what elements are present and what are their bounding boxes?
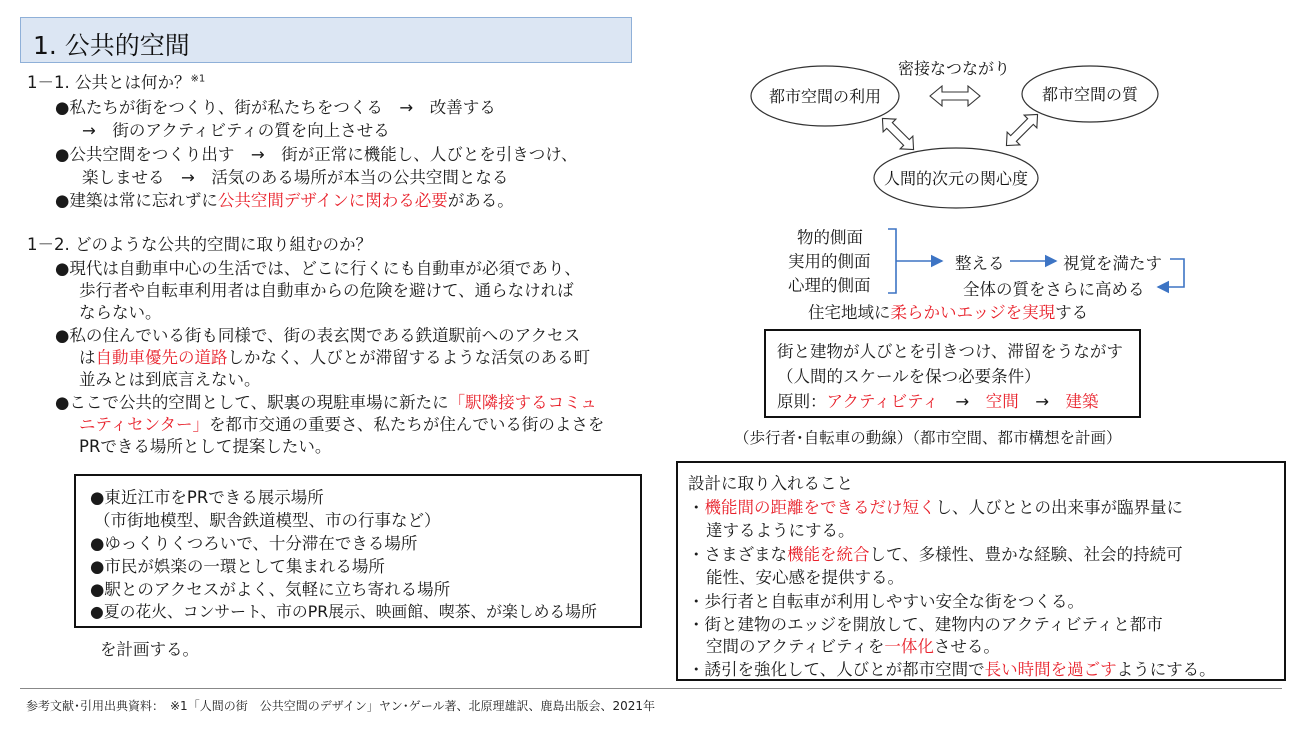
proposal-item: （市街地模型、駅舎鉄道模型、市の行事など） [94,511,441,530]
design-item-cont: 達するようにする。 [706,521,855,540]
design-item: ・誘引を強化して、人びとが都市空間で長い時間を過ごすようにする。 [688,660,1216,679]
section2-paragraph-line: は自動車優先の道路しかなく、人びとが滞留するような活気のある町 [79,348,591,367]
diagram-top-label: 密接なつながり [897,59,1011,78]
proposal-item: ●夏の花火、コンサート、市のPR展示、映画館、喫茶、が楽しめる場所 [90,602,597,621]
proposal-after: を計画する。 [100,640,199,659]
section1-line: → 街のアクティビティの質を向上させる [82,121,390,140]
design-heading: 設計に取り入れること [688,474,853,493]
section1-line: 楽しませる → 活気のある場所が本当の公共空間となる [82,168,509,187]
planning-caption: （歩行者･自転車の動線）（都市空間、都市構想を計画） [734,429,1122,447]
principle-line: 街と建物が人びとを引きつけ、滞留をうながす [777,342,1123,361]
proposal-item: ●駅とのアクセスがよく、気軽に立ち寄れる場所 [90,580,451,599]
section2-paragraph-line: ●ここで公共的空間として、駅裏の現駐車場に新たに「駅隣接するコミュ [55,393,597,412]
title-bar [20,17,632,63]
page-title: 1. 公共的空間 [33,31,190,60]
node-urban-use: 都市空間の利用 [768,87,882,106]
section1-heading: 1－1. 公共とは何か？$^{※1}$ [27,73,206,92]
section1-line: ●公共空間をつくり出す → 街が正常に機能し、人びとを引きつけ、 [55,145,578,164]
proposal-item: ●ゆっくりくつろいで、十分滞在できる場所 [90,534,418,553]
section2-paragraph-line: 歩行者や自転車利用者は自動車からの危険を避けて、通らなければ [79,281,574,300]
footer-divider [20,688,1282,689]
flow-arrange: 整える [955,254,1005,273]
aspect-label: 心理的側面 [788,276,871,295]
design-item-cont: 空間のアクティビティを一体化させる。 [706,637,1000,656]
node-urban-quality: 都市空間の質 [1041,85,1139,104]
section2-paragraph-line: ニティセンター」を都市交通の重要さ、私たちが住んでいる街のよさを [79,415,605,434]
design-item: ・機能間の距離をできるだけ短くし、人びととの出来事が臨界量に [688,498,1183,517]
design-item-cont: 能性、安心感を提供する。 [706,568,904,587]
residential-line: 住宅地域に柔らかいエッジを実現する [808,303,1089,322]
section2-paragraph-line: ならない。 [79,303,162,322]
design-item: ・さまざまな機能を統合して、多様性、豊かな経験、社会的持続可 [688,545,1183,564]
flow-elevate: 全体の質をさらに高める [963,280,1145,299]
aspect-label: 実用的側面 [788,252,871,271]
flow-satisfy: 視覚を満たす [1063,254,1162,273]
references-footer: 参考文献･引用出典資料： ※1「人間の街 公共空間のデザイン」ヤン･ゲール著、北原理雄訳、鹿島出版会、2021年 [26,699,656,713]
proposal-item: ●市民が娯楽の一環として集まれる場所 [90,557,385,576]
principle-line: 原則：アクティビティ → 空間 → 建築 [777,392,1099,411]
section1-heading-note: ※1 [190,73,206,85]
design-item: ・歩行者と自転車が利用しやすい安全な街をつくる。 [688,592,1084,611]
double-arrow-icon [1000,108,1044,152]
proposal-item: ●東近江市をPRできる展示場所 [90,488,324,507]
section2-paragraph-line: ●現代は自動車中心の生活では、どこに行くにも自動車が必須であり、 [55,259,581,278]
section2-paragraph-line: PRできる場所として提案したい。 [79,437,332,456]
section2-paragraph-line: 並みとは到底言えない。 [79,370,261,389]
section2-paragraph-line: ●私の住んでいる街も同様で、街の表玄関である鉄道駅前へのアクセス [55,326,581,345]
node-human-dimension: 人間的次元の関心度 [883,169,1029,188]
section1-conclusion: ●建築は常に忘れずに公共空間デザインに関わる必要がある。 [55,191,514,210]
aspect-label: 物的側面 [797,228,863,247]
principle-box [764,329,1141,418]
section2-heading: 1－2. どのような公共的空間に取り組むのか？ [27,235,372,254]
double-arrow-icon [876,112,920,156]
double-arrow-icon [930,86,980,106]
design-item: ・街と建物のエッジを開放して、建物内のアクティビティと都市 [688,615,1163,634]
section1-line: ●私たちが街をつくり、街が私たちをつくる → 改善する [55,98,496,117]
proposal-box [74,474,642,628]
design-box [676,461,1286,681]
principle-line: （人間的スケールを保つ必要条件） [777,367,1041,386]
relationship-diagram [740,52,1180,212]
